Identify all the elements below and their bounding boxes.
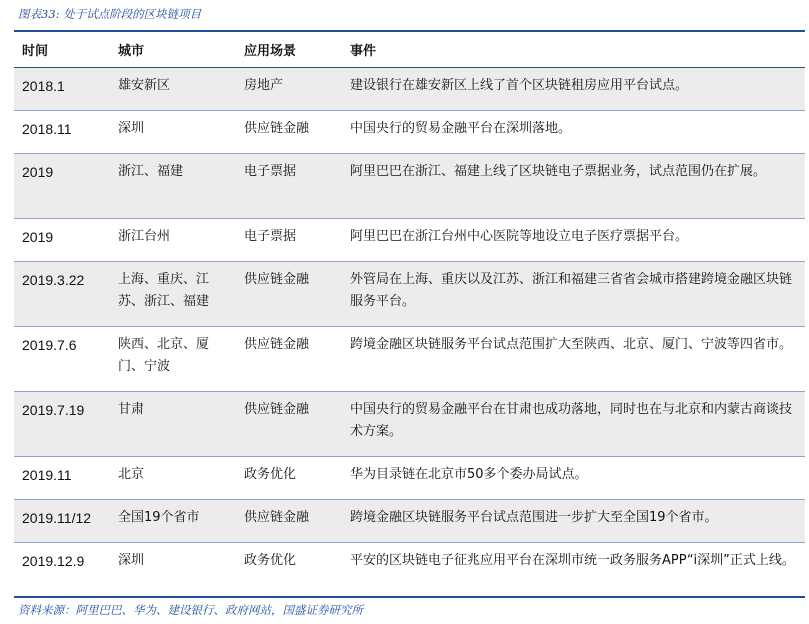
- cell-city: 浙江、福建: [110, 154, 236, 219]
- cell-event: 跨境金融区块链服务平台试点范围扩大至陕西、北京、厦门、宁波等四省市。: [342, 327, 805, 392]
- header-row: [14, 32, 805, 68]
- cell-scene: 供应链金融: [236, 327, 342, 392]
- cell-time: 2019.11/12: [14, 500, 110, 543]
- cell-scene: 政务优化: [236, 457, 342, 500]
- cell-event: 外管局在上海、重庆以及江苏、浙江和福建三省省会城市搭建跨境金融区块链服务平台。: [342, 262, 805, 327]
- table-row: [14, 262, 805, 327]
- cell-event: 跨境金融区块链服务平台试点范围进一步扩大至全国19个省市。: [342, 500, 805, 543]
- cell-city: 浙江台州: [110, 219, 236, 262]
- cell-time: 2019: [14, 154, 110, 219]
- header-event: 事件: [342, 32, 805, 68]
- cell-city: 深圳: [118, 553, 145, 568]
- cell-event: 中国央行的贸易金融平台在甘肃也成功落地，同时也在与北京和内蒙古商谈技术方案。: [342, 392, 805, 457]
- cell-city: 陕西、北京、厦门、宁波: [110, 327, 236, 392]
- cell-scene: 供应链金融: [236, 392, 342, 457]
- table-row: [14, 111, 805, 154]
- header-scene: 应用场景: [236, 32, 342, 68]
- table-row: [14, 327, 805, 392]
- table-row: [14, 154, 805, 219]
- cell-time: 2019.3.22: [14, 262, 110, 327]
- table-row: [14, 500, 805, 543]
- cell-event: 建设银行在雄安新区上线了首个区块链租房应用平台试点。: [342, 68, 805, 111]
- cell-time: 2018.1: [14, 68, 110, 111]
- cell-event: 阿里巴巴在浙江台州中心医院等地设立电子医疗票据平台。: [342, 219, 805, 262]
- bottom-rule: [14, 596, 805, 598]
- table-row: [14, 219, 805, 262]
- cell-event: 阿里巴巴在浙江、福建上线了区块链电子票据业务，试点范围仍在扩展。: [342, 154, 805, 219]
- cell-scene: 供应链金融: [236, 500, 342, 543]
- cell-time: 2019: [14, 219, 110, 262]
- cell-city: 上海、重庆、江苏、浙江、福建: [110, 262, 236, 327]
- cell-city: 甘肃: [110, 392, 236, 457]
- cell-city: 全国19个省市: [110, 500, 236, 543]
- table-row: [14, 457, 805, 500]
- cell-time: 2019.11: [14, 457, 110, 500]
- header-city: 城市: [110, 32, 236, 68]
- cell-scene: 电子票据: [236, 154, 342, 219]
- cell-city: 深圳: [110, 111, 236, 154]
- pilot-projects-table: [14, 32, 805, 607]
- cell-time: 2018.11: [14, 111, 110, 154]
- cell-event: 华为目录链在北京市50多个委办局试点。: [342, 457, 805, 500]
- header-time: 时间: [14, 32, 110, 68]
- cell-scene: 供应链金融: [236, 262, 342, 327]
- table-caption: 图表33: 处于试点阶段的区块链项目: [18, 7, 202, 21]
- cell-city: 雄安新区: [110, 68, 236, 111]
- table-row: [14, 68, 805, 111]
- source-note: 资料来源：阿里巴巴、华为、建设银行、政府网站，国盛证券研究所: [18, 603, 363, 617]
- cell-time: 2019.7.19: [14, 392, 110, 457]
- cell-event: 中国央行的贸易金融平台在深圳落地。: [342, 111, 805, 154]
- cell-city: 北京: [110, 457, 236, 500]
- cell-scene: 供应链金融: [236, 111, 342, 154]
- cell-time: 2019.7.6: [14, 327, 110, 392]
- cell-time: 2019.12.9: [22, 553, 85, 569]
- cell-event: 平安的区块链电子征兆应用平台在深圳市统一政务服务APP“i深圳”正式上线。: [350, 553, 795, 568]
- cell-scene: 电子票据: [236, 219, 342, 262]
- table-row: [14, 392, 805, 457]
- cell-scene: 政务优化: [244, 553, 297, 568]
- cell-scene: 房地产: [236, 68, 342, 111]
